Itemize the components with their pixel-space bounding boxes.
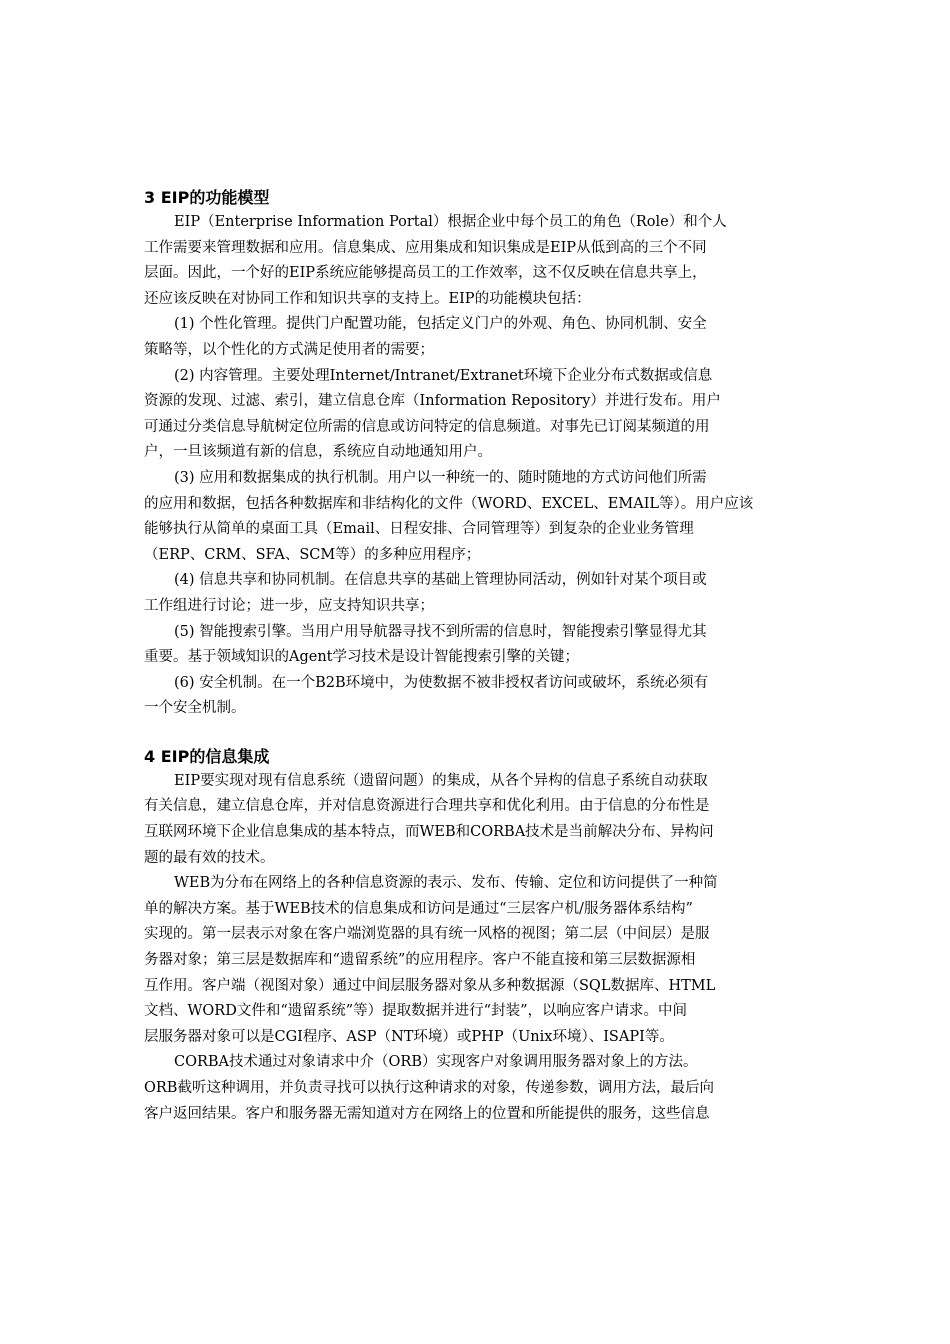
text-line: 客户返回结果。客户和服务器无需知道对方在网络上的位置和所能提供的服务，这些信息 (144, 1105, 710, 1122)
text-line: 互联网环境下企业信息集成的基本特点，而WEB和CORBA技术是当前解决分布、异构问 (144, 824, 714, 841)
text-line: EIP要实现对现有信息系统（遗留问题）的集成，从各个异构的信息子系统自动获取 (174, 772, 708, 789)
text-line: EIP（Enterprise Information Portal）根据企业中每个员工的角色（Role）和个人 (174, 214, 727, 230)
text-line: 层面。因此，一个好的EIP系统应能够提高员工的工作效率，这不仅反映在信息共享上， (144, 265, 707, 282)
list-item-6-line: 一个安全机制。 (144, 700, 246, 717)
text-line: 有关信息，建立信息仓库，并对信息资源进行合理共享和优化利用。由于信息的分布性是 (144, 798, 710, 815)
list-item-2-line: 可通过分类信息导航树定位所需的信息或访问特定的信息频道。对事先已订阅某频道的用 (144, 418, 710, 435)
section-gap (144, 722, 808, 745)
text-line: CORBA技术通过对象请求中介（ORB）实现客户对象调用服务器对象上的方法。 (174, 1054, 698, 1071)
text-line: 实现的。第一层表示对象在客户端浏览器的具有统一风格的视图；第二层（中间层）是服 (144, 926, 710, 943)
list-item-3-line: 能够执行从简单的桌面工具（Email、日程安排、合同管理等）到复杂的企业业务管理 (144, 521, 694, 538)
list-item-4-line: (4) 信息共享和协同机制。在信息共享的基础上管理协同活动，例如针对某个项目或 (174, 572, 707, 589)
list-item-6-line: (6) 安全机制。在一个B2B环境中，为使数据不被非授权者访问或破坏，系统必须有 (174, 674, 709, 691)
text-line: 互作用。客户端（视图对象）通过中间层服务器对象从多种数据源（SQL数据库、HTML (144, 977, 716, 994)
text-line: 单的解决方案。基于WEB技术的信息集成和访问是通过“三层客户机/服务器体系结构” (144, 900, 693, 917)
list-item-3-line: (3) 应用和数据集成的执行机制。用户以一种统一的、随时随地的方式访问他们所需 (174, 469, 707, 486)
text-line: 工作需要来管理数据和应用。信息集成、应用集成和知识集成是EIP从低到高的三个不同 (144, 239, 707, 256)
list-item-2-line: (2) 内容管理。主要处理Internet/Intranet/Extranet环境下企业分布式数据或信息 (174, 367, 713, 384)
list-item-2-line: 户，一旦该频道有新的信息，系统应自动地通知用户。 (144, 444, 492, 461)
text-line: 务器对象；第三层是数据库和“遗留系统”的应用程序。客户不能直接和第三层数据源相 (144, 952, 696, 969)
text-line: 文档、WORD文件和“遗留系统”等）提取数据并进行“封装”，以响应客户请求。中间 (144, 1003, 687, 1020)
list-item-5-line: 重要。基于领域知识的Agent学习技术是设计智能搜索引擎的关键； (144, 649, 579, 666)
list-item-4-line: 工作组进行讨论；进一步，应支持知识共享； (144, 597, 434, 614)
list-item-2-line: 资源的发现、过滤、索引，建立信息仓库（Information Repository）并进行发布。用户 (144, 393, 721, 410)
list-item-5-line: (5) 智能搜索引擎。当用户用导航器寻找不到所需的信息时，智能搜索引擎显得尤其 (174, 623, 707, 640)
list-item-1-line: 策略等，以个性化的方式满足使用者的需要； (144, 341, 434, 358)
section-4-heading: 4 EIP的信息集成 (144, 746, 270, 766)
section-4-body (144, 769, 808, 1127)
document-page (144, 186, 808, 1127)
section-3-heading: 3 EIP的功能模型 (144, 188, 270, 207)
list-item-3-line: （ERP、CRM、SFA、SCM等）的多种应用程序； (144, 546, 481, 563)
section-3-body (144, 210, 808, 722)
list-item-1-line: (1) 个性化管理。提供门户配置功能，包括定义门户的外观、角色、协同机制、安全 (174, 316, 707, 333)
text-line: 还应该反映在对协同工作和知识共享的支持上。EIP的功能模块包括： (144, 290, 591, 307)
list-item-3-line: 的应用和数据，包括各种数据库和非结构化的文件（WORD、EXCEL、EMAIL等）。用户应该 (144, 495, 754, 512)
text-line: 题的最有效的技术。 (144, 849, 275, 866)
text-line: 层服务器对象可以是CGI程序、ASP（NT环境）或PHP（Unix环境）、ISAPI等。 (144, 1028, 674, 1045)
text-line: WEB为分布在网络上的各种信息资源的表示、发布、传输、定位和访问提供了一种简 (174, 875, 718, 892)
text-line: ORB截听这种调用，并负责寻找可以执行这种请求的对象，传递参数，调用方法，最后向 (144, 1080, 714, 1096)
